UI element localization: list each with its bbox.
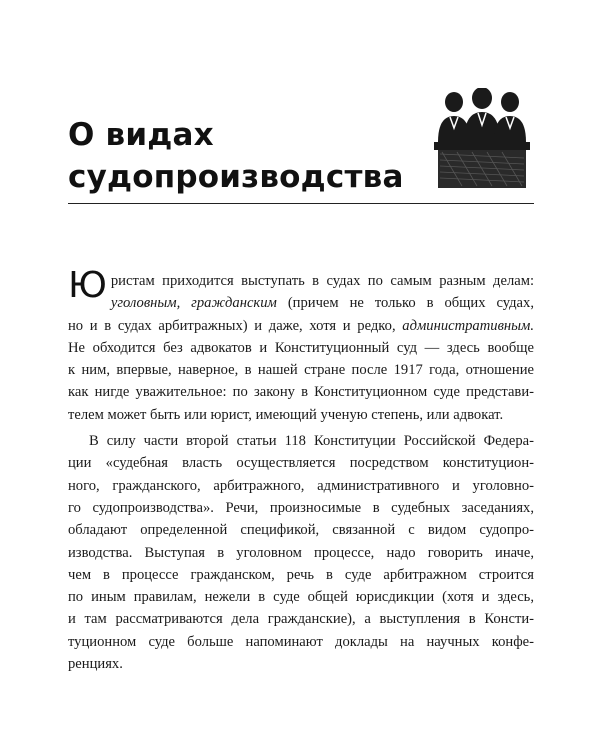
text-line: ного, гражданского, арбитражного, административного и уголовно- bbox=[68, 477, 534, 494]
text-line: обладают определенной спецификой, связанной с видом судопро- bbox=[68, 522, 534, 539]
dropcap-letter: Ю bbox=[68, 265, 107, 306]
text-line: как нигде уважительное: по закону в Конституционном суде представи- bbox=[68, 384, 534, 401]
text-line: телем может быть или юрист, имеющий ученую степень, или адвокат. bbox=[68, 406, 504, 423]
text-line: чем в процессе гражданском, речь в суде арбитражном строится bbox=[68, 566, 534, 583]
text-line: В силу части второй статьи 118 Конституции Российской Федера- bbox=[89, 433, 534, 450]
text-line bbox=[68, 292, 534, 314]
paragraph bbox=[68, 265, 534, 426]
paragraph bbox=[68, 430, 534, 675]
text-span: но и в судах арбитражных) и даже, хотя и редко, bbox=[68, 317, 403, 334]
text-span: (причем не только в общих судах, bbox=[276, 295, 534, 312]
text-line: Не обходится без адвокатов и Конституционный суд — здесь вообще bbox=[68, 339, 534, 356]
text-line: ренциях. bbox=[68, 656, 123, 673]
italic-text: административным. bbox=[402, 317, 534, 334]
text-line: к ним, впервые, наверное, в нашей стране после 1917 года, отношение bbox=[68, 362, 534, 379]
text-line bbox=[68, 315, 534, 337]
text-line: и там рассматриваются дела гражданские), а выступления в Консти- bbox=[68, 611, 534, 628]
text-line: изводства. Выступая в уголовном процессе, надо говорить иначе, bbox=[68, 544, 534, 561]
body-text bbox=[68, 265, 534, 675]
text-line: ристам приходится выступать в судах по самым разным делам: bbox=[110, 273, 534, 289]
judges-panel-icon bbox=[432, 88, 532, 192]
italic-text: уголовным, гражданским bbox=[110, 295, 277, 312]
title-divider bbox=[68, 203, 534, 204]
text-line: ции «судебная власть осуществляется посредством конституцион- bbox=[68, 455, 534, 472]
text-line: по иным правилам, нежели в суде общей юрисдикции (хотя и здесь, bbox=[68, 589, 534, 606]
text-line: туционном суде больше напоминают доклады на научных конфе- bbox=[68, 633, 534, 650]
chapter-title: О видах судопроизводства bbox=[68, 117, 404, 195]
text-line: го судопроизводства». Речи, произносимые в судебных заседаниях, bbox=[68, 499, 534, 516]
